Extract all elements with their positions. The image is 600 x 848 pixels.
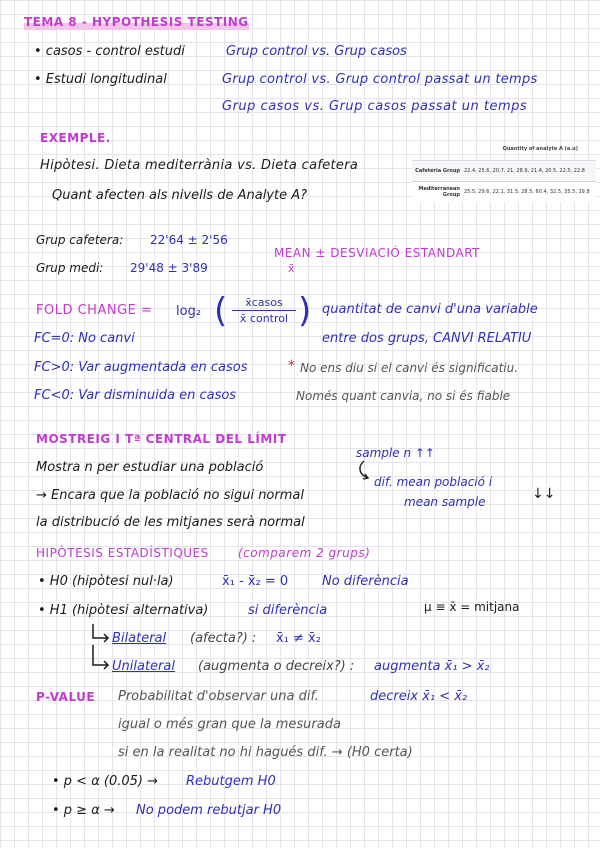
hypotheses-note: (comparem 2 grups) <box>238 546 371 560</box>
significance-note-1: No ens diu si el canvi és significatiu. <box>300 361 519 375</box>
rule-2-condition: • p ≥ α → <box>52 803 115 818</box>
pvalue-line-3: si en la realitat no hi hagués dif. → (H0 certa) <box>118 745 413 760</box>
open-paren: ( <box>214 291 228 331</box>
h1-label: • H1 (hipòtesi alternativa) <box>38 603 209 618</box>
fc-negative: FC<0: Var disminuida en casos <box>34 388 237 403</box>
dif-mean-line-2: mean sample <box>404 495 486 509</box>
mu-note: μ ≡ x̄ = mitjana <box>424 600 520 614</box>
pvalue-line-2: igual o més gran que la mesurada <box>118 717 341 732</box>
longitudinal-value-2: Grup casos vs. Grup casos passat un temps <box>222 99 528 114</box>
medi-label: Grup medi: <box>36 261 104 275</box>
medi-value: 29'48 ± 3'89 <box>130 261 208 275</box>
sample-n-note: sample n ↑↑ <box>356 446 435 460</box>
dif-mean-line-1: dif. mean població i <box>374 475 493 489</box>
fold-desc-2: entre dos grups, CANVI RELATIU <box>322 331 532 346</box>
curved-arrow-icon <box>356 460 372 482</box>
fold-change-fraction <box>232 296 296 325</box>
example-question: Quant afecten als nivells de Analyte A? <box>52 188 308 203</box>
cases-control-label: • casos - control estudi <box>34 44 185 59</box>
h0-description: No diferència <box>322 574 409 589</box>
mean-sd-note: MEAN ± DESVIACIÓ ESTANDART <box>274 246 480 260</box>
fraction-numerator: x̄casos <box>232 296 296 311</box>
unilateral-label: Unilateral <box>112 659 175 674</box>
pvalue-line-1: Probabilitat d'observar una dif. <box>118 689 319 704</box>
hypotheses-heading: HIPÒTESIS ESTADÍSTIQUES <box>36 546 209 560</box>
augmenta-formula: augmenta x̄₁ > x̄₂ <box>374 659 490 674</box>
fold-desc-1: quantitat de canvi d'una variable <box>322 302 538 317</box>
table-row-values: 22.4, 25.6, 20.7, 21, 28.9, 21.4, 20.5, 22.5, 22.8 <box>464 168 585 174</box>
star-icon: * <box>288 358 295 374</box>
down-arrows-icon: ↓↓ <box>532 486 556 502</box>
table-row-values: 25.5, 29.6, 22.1, 31.5, 28.5, 60.4, 32.5, 35.5, 29.8 <box>464 189 590 195</box>
cafetera-value: 22'64 ± 2'56 <box>150 233 228 247</box>
significance-note-2: Només quant canvia, no si és fiable <box>296 389 511 403</box>
h0-label: • H0 (hipòtesi nul·la) <box>38 574 174 589</box>
sampling-line-1: Mostra n per estudiar una població <box>36 460 264 475</box>
table-row <box>412 160 596 181</box>
table-row <box>412 181 596 202</box>
table-row-label: Mediterranean Group <box>418 186 460 198</box>
bilateral-formula: x̄₁ ≠ x̄₂ <box>276 631 321 646</box>
rule-1-condition: • p < α (0.05) → <box>52 774 159 789</box>
rule-2-result: No podem rebutjar H0 <box>136 803 282 818</box>
fraction-denominator: x̄ control <box>239 312 289 325</box>
cafetera-label: Grup cafetera: <box>36 233 124 247</box>
longitudinal-value-1: Grup control vs. Grup control passat un temps <box>222 72 538 87</box>
sampling-line-3: la distribució de les mitjanes serà normal <box>36 515 305 530</box>
h1-description: si diferència <box>248 603 328 618</box>
analyte-table-header: Quantity of analyte A (a.u) <box>502 146 578 152</box>
rule-1-result: Rebutgem H0 <box>186 774 276 789</box>
h0-formula: x̄₁ - x̄₂ = 0 <box>222 574 289 589</box>
analyte-table <box>412 146 596 202</box>
pvalue-heading: P-VALUE <box>36 690 96 704</box>
fold-change-log: log₂ <box>176 304 202 319</box>
sampling-heading: MOSTREIG I Tª CENTRAL DEL LÍMIT <box>36 432 287 446</box>
bilateral-note: (afecta?) : <box>190 631 257 646</box>
cases-control-value: Grup control vs. Grup casos <box>226 44 407 59</box>
bilateral-label: Bilateral <box>112 631 167 646</box>
unilateral-note: (augmenta o decreix?) : <box>198 659 355 674</box>
example-hypothesis: Hipòtesi. Dieta mediterrània vs. Dieta cafetera <box>40 158 359 173</box>
fc-positive: FC>0: Var augmentada en casos <box>34 360 248 375</box>
table-row-label: Cafeteria Group <box>415 168 460 174</box>
branch-arrow-icon <box>90 645 112 671</box>
fc-zero: FC=0: No canvi <box>34 331 135 346</box>
mean-symbol: x̄ <box>288 262 296 275</box>
fold-change-label: FOLD CHANGE = <box>36 303 153 318</box>
example-heading: EXEMPLE. <box>40 131 111 145</box>
branch-arrow-icon <box>90 624 112 644</box>
close-paren: ) <box>298 291 312 331</box>
sampling-line-2: → Encara que la població no sigui normal <box>36 488 304 503</box>
page-title: TEMA 8 - HYPOTHESIS TESTING <box>24 15 249 29</box>
decreix-formula: decreix x̄₁ < x̄₂ <box>370 689 468 704</box>
longitudinal-label: • Estudi longitudinal <box>34 72 167 87</box>
